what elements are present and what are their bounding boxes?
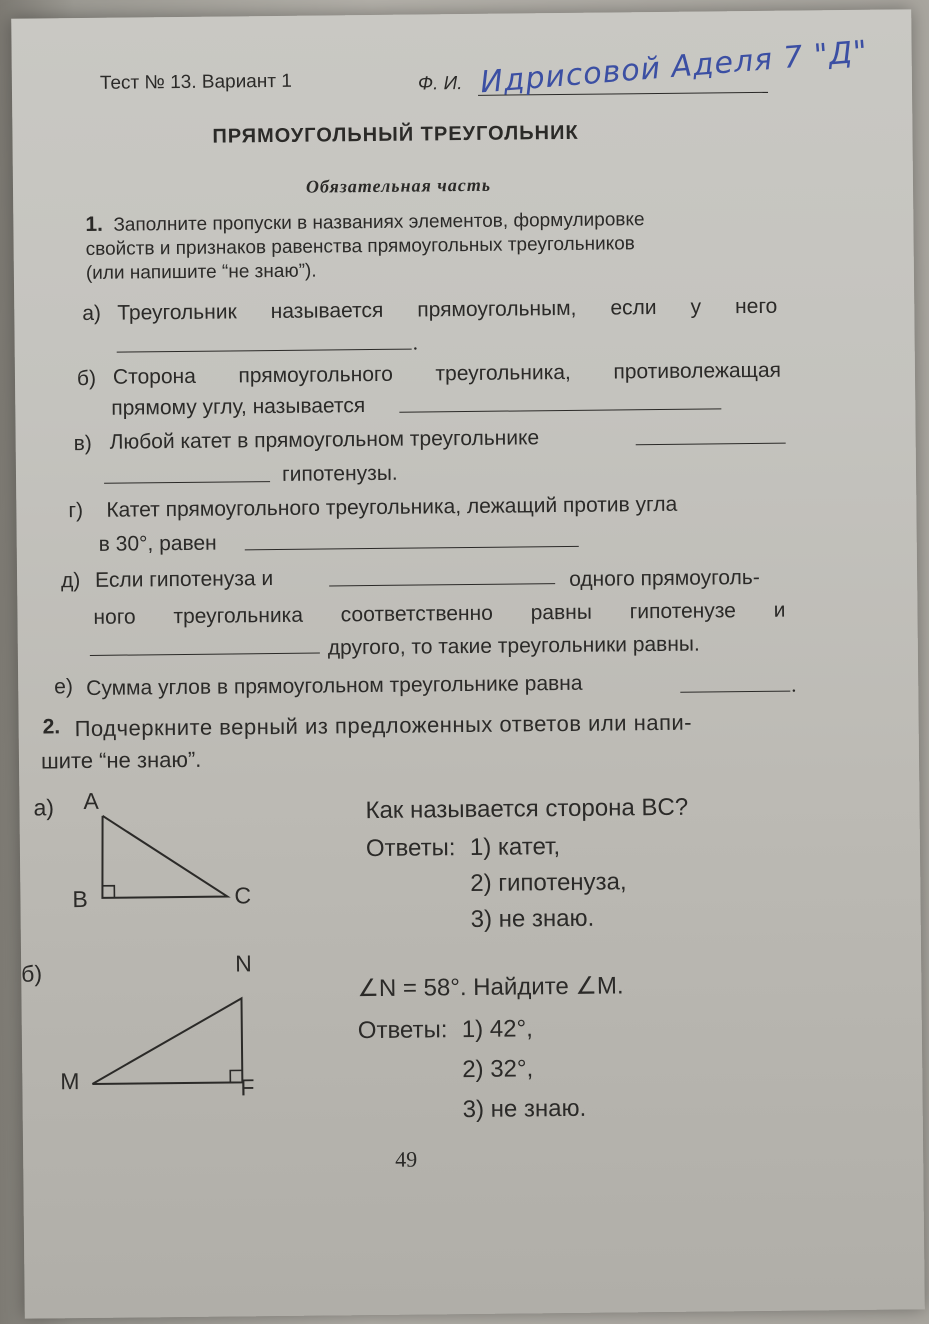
- word: равны: [530, 600, 593, 625]
- word: и: [773, 598, 786, 622]
- task2-a-question: Как называется сторона BC?: [365, 793, 689, 825]
- task2-a-option-1[interactable]: 1) катет,: [469, 833, 561, 861]
- worksheet-page: [11, 9, 925, 1318]
- task1-v-line2: гипотенузы.: [281, 461, 398, 486]
- task2-intro-line2: шите “не знаю”.: [40, 746, 202, 774]
- task2-a-option-2[interactable]: 2) гипотенуза,: [470, 868, 627, 897]
- word: прямоугольного: [238, 362, 393, 388]
- period: .: [412, 330, 419, 355]
- vertex-label-c: C: [234, 882, 252, 909]
- fio-label: Ф. И.: [417, 73, 463, 95]
- task1-intro-line1: Заполните пропуски в названиях элементов, формулировке: [113, 209, 645, 236]
- page-number: 49: [395, 1146, 418, 1172]
- task1-v-marker: в): [73, 431, 92, 456]
- task1-b-marker: б): [76, 366, 97, 391]
- page-title: ПРЯМОУГОЛЬНЫЙ ТРЕУГОЛЬНИК: [212, 121, 579, 148]
- task1-a-marker: а): [82, 301, 102, 326]
- task1-g-line1: Катет прямоугольного треугольника, лежащий против угла: [106, 492, 678, 522]
- task2-a-marker: а): [33, 794, 55, 821]
- task2-b-marker: б): [21, 960, 43, 987]
- vertex-label-m: M: [60, 1068, 80, 1095]
- task1-e-line: Сумма углов в прямоугольном треугольнике равна: [86, 671, 583, 700]
- task2-intro-line1: Подчеркните верный из предложенных ответов или напи-: [74, 709, 693, 742]
- word: гипотенузе: [629, 599, 737, 624]
- word: прямоугольным,: [417, 296, 577, 322]
- word: Треугольник: [117, 300, 237, 325]
- word: треугольника: [173, 603, 304, 629]
- task1-number: 1.: [85, 212, 104, 236]
- task1-intro-line2: свойств и признаков равенства прямоугольных треугольников: [85, 233, 635, 260]
- task2-b-option-3[interactable]: 3) не знаю.: [462, 1094, 587, 1124]
- vertex-label-f: F: [240, 1074, 255, 1101]
- task1-d-line1a: Если гипотенуза и: [94, 567, 274, 592]
- triangle-mnf-sides: [91, 998, 242, 1084]
- section-subtitle: Обязательная часть: [305, 174, 492, 197]
- word: Сторона: [112, 364, 196, 389]
- task2-b-option-1[interactable]: 1) 42°,: [461, 1015, 533, 1044]
- vertex-label-n: N: [234, 950, 252, 977]
- word: если: [610, 296, 657, 320]
- word: называется: [270, 298, 384, 324]
- task1-e-marker: е): [54, 675, 74, 699]
- task1-v-line1: Любой катет в прямоугольном треугольнике: [109, 426, 540, 454]
- task2-b-option-2[interactable]: 2) 32°,: [462, 1055, 534, 1084]
- task1-d-line1b: одного прямоуголь-: [568, 565, 760, 591]
- test-label: Тест № 13. Вариант 1: [99, 70, 292, 94]
- vertex-label-a: A: [83, 787, 99, 815]
- task2-b-question: ∠N = 58°. Найдите ∠M.: [357, 972, 624, 1003]
- task2-a-option-3[interactable]: 3) не знаю.: [470, 904, 595, 933]
- word: у: [690, 295, 702, 319]
- task1-b-line2: прямому углу, называется: [111, 394, 366, 420]
- period: .: [791, 672, 797, 697]
- word: ного: [93, 605, 136, 629]
- vertex-label-b: B: [72, 885, 88, 913]
- task2-number: 2.: [42, 715, 61, 739]
- word: треугольника,: [435, 360, 571, 386]
- task1-g-line2: в 30°, равен: [98, 531, 217, 556]
- task2-b-answers-label: Ответы:: [357, 1016, 448, 1045]
- word: противолежащая: [613, 358, 782, 384]
- task2-a-answers-label: Ответы:: [365, 834, 456, 863]
- word: него: [734, 294, 778, 319]
- triangle-abc-sides: [102, 815, 228, 898]
- word: соответственно: [340, 601, 493, 627]
- handwritten-name: Идрисовой Аделя 7 "Д": [478, 34, 870, 101]
- task1-d-line3: другого, то такие треугольники равны.: [327, 632, 700, 660]
- task1-intro-line3: (или напишите “не знаю”).: [85, 260, 317, 284]
- task1-g-marker: г): [68, 499, 84, 523]
- task1-d-marker: д): [60, 569, 81, 593]
- right-angle-marker-b: [102, 886, 114, 898]
